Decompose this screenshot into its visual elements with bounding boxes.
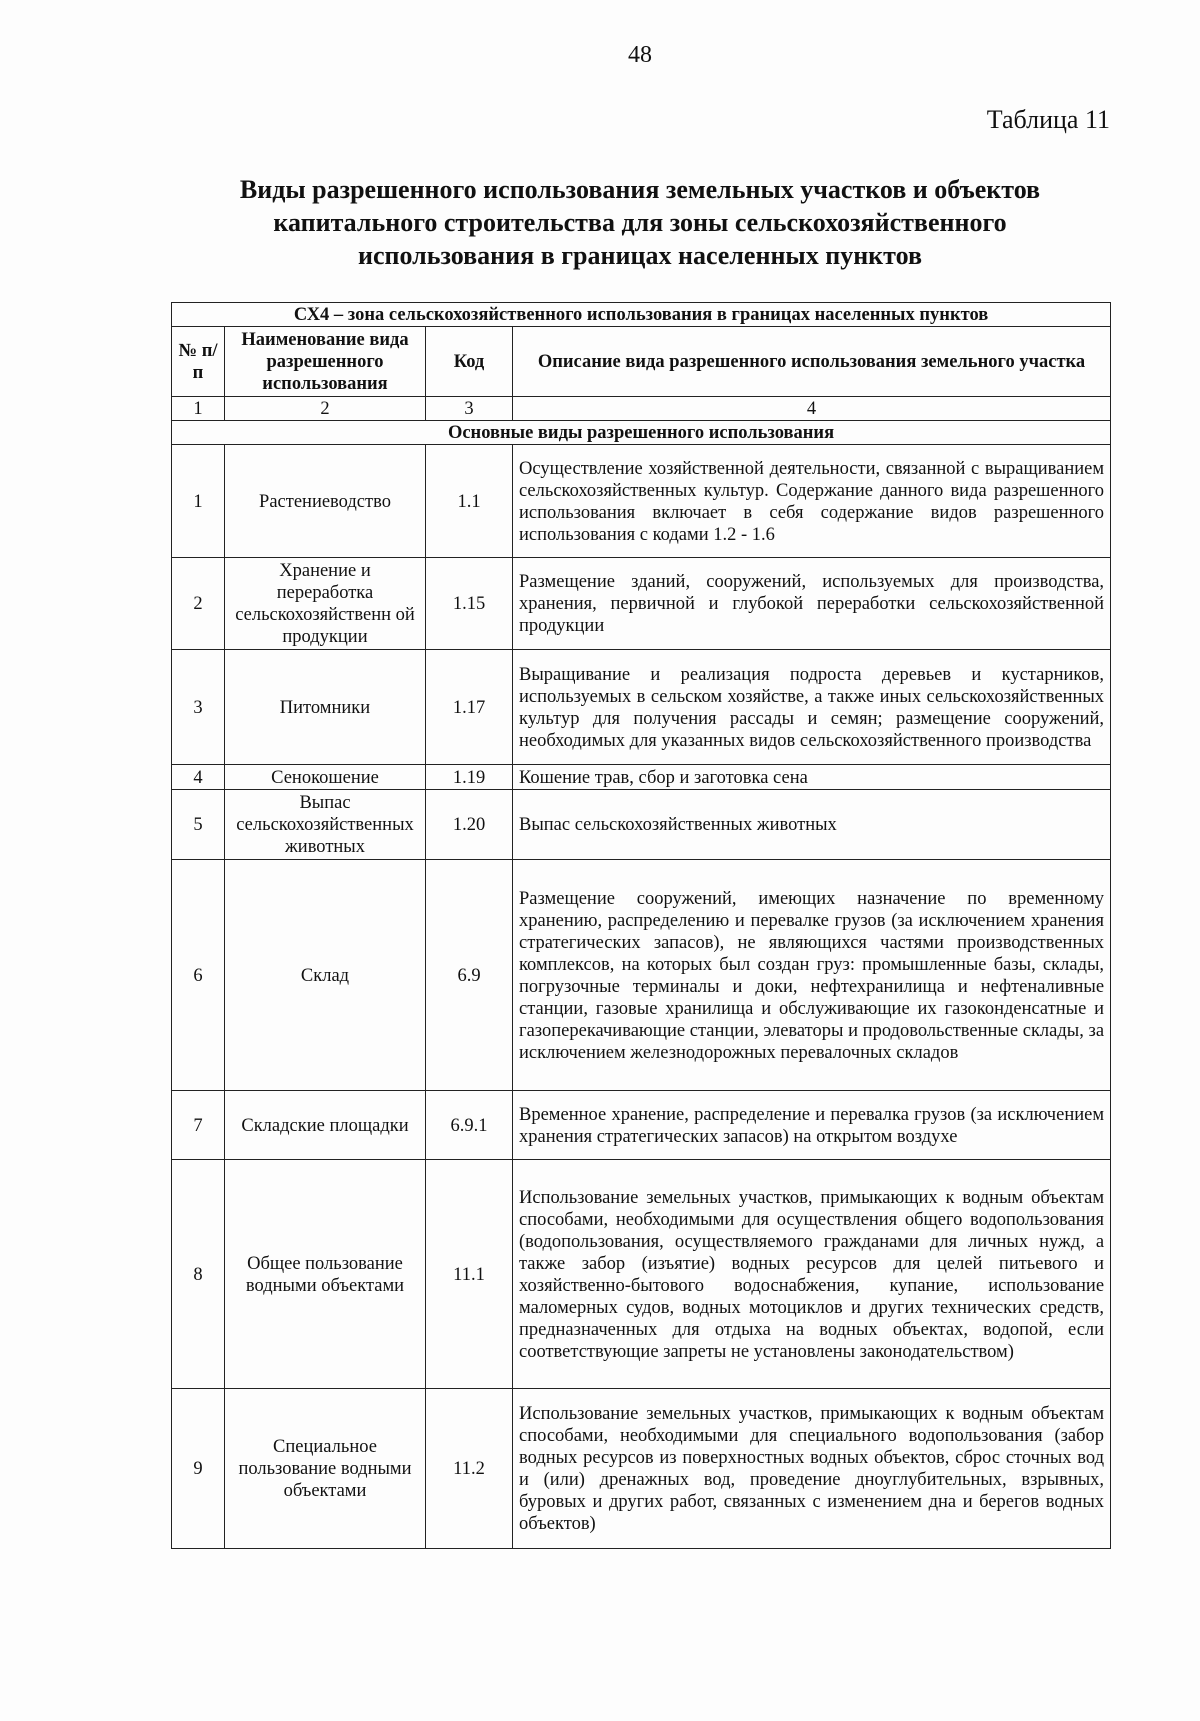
table-row bbox=[172, 860, 1111, 1091]
row-code: 1.15 bbox=[426, 558, 513, 650]
zone-title: СХ4 – зона сельскохозяйственного использования в границах населенных пунктов bbox=[172, 303, 1111, 327]
row-code: 6.9 bbox=[426, 860, 513, 1091]
row-number: 3 bbox=[172, 650, 225, 765]
row-code: 6.9.1 bbox=[426, 1091, 513, 1160]
header-desc: Описание вида разрешенного использования земельного участка bbox=[513, 327, 1111, 397]
row-number: 2 bbox=[172, 558, 225, 650]
row-description: Осуществление хозяйственной деятельности, связанной с выращиванием сельскохозяйственных культур. Содержание данного вида разрешенного использования включает в себя содержание видов разрешенного использования с кодами 1.2 - 1.6 bbox=[513, 445, 1111, 558]
table-row bbox=[172, 1091, 1111, 1160]
row-name: Специальное пользование водными объектами bbox=[225, 1389, 426, 1549]
row-number: 9 bbox=[172, 1389, 225, 1549]
row-name: Общее пользование водными объектами bbox=[225, 1160, 426, 1389]
row-description: Кошение трав, сбор и заготовка сена bbox=[513, 765, 1111, 790]
row-description: Использование земельных участков, примыкающих к водным объектам способами, необходимыми для осуществления общего водопользования (водопользования, осуществляемого гражданами для личных нужд, а также забор (изъятие) водных ресурсов для целей питьевого и хозяйственно-бытового водоснабжения, купание, использование маломерных судов, водных мотоциклов и других технических средств, предназначенных для отдыха на водных объектах, водопой, если соответствующие запреты не установлены законодательством) bbox=[513, 1160, 1111, 1389]
row-description: Временное хранение, распределение и перевалка грузов (за исключением хранения стратегических запасов) на открытом воздухе bbox=[513, 1091, 1111, 1160]
row-code: 1.17 bbox=[426, 650, 513, 765]
row-description: Использование земельных участков, примыкающих к водным объектам способами, необходимыми для специального водопользования (забор водных ресурсов из поверхностных водных объектов, сброс сточных вод и (или) дренажных вод, проведение дноуглубительных, взрывных, буровых и других работ, связанных с изменением дна и берегов водных объектов) bbox=[513, 1389, 1111, 1549]
row-code: 11.2 bbox=[426, 1389, 513, 1549]
row-code: 1.20 bbox=[426, 790, 513, 860]
title-line: использования в границах населенных пунктов bbox=[358, 241, 922, 270]
row-name: Хранение и переработка сельскохозяйственн ой продукции bbox=[225, 558, 426, 650]
row-number: 4 bbox=[172, 765, 225, 790]
column-number: 3 bbox=[426, 397, 513, 421]
section-title: Основные виды разрешенного использования bbox=[172, 421, 1111, 445]
row-code: 11.1 bbox=[426, 1160, 513, 1389]
column-number: 4 bbox=[513, 397, 1111, 421]
table-row bbox=[172, 558, 1111, 650]
row-name: Склад bbox=[225, 860, 426, 1091]
column-number: 2 bbox=[225, 397, 426, 421]
row-name: Растениеводство bbox=[225, 445, 426, 558]
row-description: Размещение сооружений, имеющих назначение по временному хранению, распределению и перевалке грузов (за исключением хранения стратегических запасов), не являющихся частями производственных комплексов, на которых был создан груз: промышленные базы, склады, погрузочные терминалы и доки, нефтехранилища и нефтеналивные станции, газовые хранилища и обслуживающие их газоконденсатные и газоперекачивающие станции, элеваторы и продовольственные склады, за исключением железнодорожных перевалочных складов bbox=[513, 860, 1111, 1091]
row-name: Питомники bbox=[225, 650, 426, 765]
title-line: капитального строительства для зоны сельскохозяйственного bbox=[273, 208, 1007, 237]
row-name: Выпас сельскохозяйственных животных bbox=[225, 790, 426, 860]
row-code: 1.1 bbox=[426, 445, 513, 558]
row-name: Сенокошение bbox=[225, 765, 426, 790]
document-title bbox=[170, 173, 1110, 272]
table-row bbox=[172, 765, 1111, 790]
row-number: 8 bbox=[172, 1160, 225, 1389]
column-number: 1 bbox=[172, 397, 225, 421]
row-name: Складские площадки bbox=[225, 1091, 426, 1160]
row-description: Выпас сельскохозяйственных животных bbox=[513, 790, 1111, 860]
row-number: 7 bbox=[172, 1091, 225, 1160]
row-code: 1.19 bbox=[426, 765, 513, 790]
row-number: 1 bbox=[172, 445, 225, 558]
table-row bbox=[172, 445, 1111, 558]
page-number: 48 bbox=[628, 42, 652, 68]
table-row bbox=[172, 1389, 1111, 1549]
table-row bbox=[172, 650, 1111, 765]
land-use-table bbox=[171, 302, 1111, 1549]
table-row bbox=[172, 790, 1111, 860]
row-description: Выращивание и реализация подроста деревьев и кустарников, используемых в сельском хозяйстве, а также иных сельскохозяйственных культур для получения рассады и семян; размещение сооружений, необходимых для указанных видов сельскохозяйственного производства bbox=[513, 650, 1111, 765]
table-row bbox=[172, 1160, 1111, 1389]
header-num: № п/п bbox=[172, 327, 225, 397]
row-description: Размещение зданий, сооружений, используемых для производства, хранения, первичной и глубокой переработки сельскохозяйственной продукции bbox=[513, 558, 1111, 650]
row-number: 6 bbox=[172, 860, 225, 1091]
header-code: Код bbox=[426, 327, 513, 397]
row-number: 5 bbox=[172, 790, 225, 860]
header-name: Наименование вида разрешенного использования bbox=[225, 327, 426, 397]
table-label: Таблица 11 bbox=[986, 105, 1110, 134]
title-line: Виды разрешенного использования земельных участков и объектов bbox=[239, 175, 1041, 204]
